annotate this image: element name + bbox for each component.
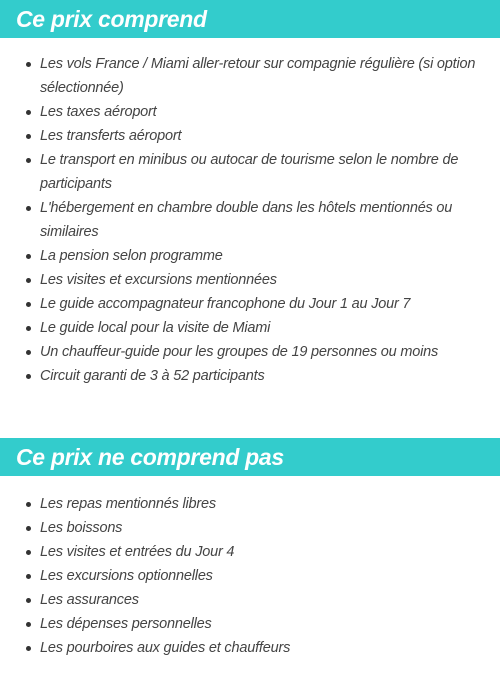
bullet-icon [26, 206, 31, 211]
list-item: Les visites et excursions mentionnées [0, 268, 500, 292]
bullet-icon [26, 326, 31, 331]
bullet-icon [26, 574, 31, 579]
list-item: Les dépenses personnelles [0, 612, 500, 636]
excluded-section-title: Ce prix ne comprend pas [16, 444, 284, 470]
list-item: Le transport en minibus ou autocar de tourisme selon le nombre de participants [0, 148, 500, 196]
bullet-icon [26, 62, 31, 67]
list-item: L'hébergement en chambre double dans les hôtels mentionnés ou similaires [0, 196, 500, 244]
list-item: Les taxes aéroport [0, 100, 500, 124]
list-item: Les visites et entrées du Jour 4 [0, 540, 500, 564]
list-item: Un chauffeur-guide pour les groupes de 19 personnes ou moins [0, 340, 500, 364]
list-item: Le guide local pour la visite de Miami [0, 316, 500, 340]
bullet-icon [26, 374, 31, 379]
list-item: Les transferts aéroport [0, 124, 500, 148]
bullet-icon [26, 110, 31, 115]
bullet-icon [26, 350, 31, 355]
bullet-icon [26, 598, 31, 603]
bullet-icon [26, 134, 31, 139]
list-item: Les excursions optionnelles [0, 564, 500, 588]
included-list [0, 52, 500, 388]
list-item: Les repas mentionnés libres [0, 492, 500, 516]
included-section-title: Ce prix comprend [16, 6, 207, 32]
list-item: La pension selon programme [0, 244, 500, 268]
list-item: Le guide accompagnateur francophone du Jour 1 au Jour 7 [0, 292, 500, 316]
bullet-icon [26, 502, 31, 507]
list-item: Les assurances [0, 588, 500, 612]
list-item: Les vols France / Miami aller-retour sur compagnie régulière (si option sélectionnée) [0, 52, 500, 100]
excluded-list [0, 492, 500, 660]
included-section-header [0, 0, 500, 38]
excluded-section-header [0, 438, 500, 476]
bullet-icon [26, 302, 31, 307]
list-item: Circuit garanti de 3 à 52 participants [0, 364, 500, 388]
bullet-icon [26, 526, 31, 531]
bullet-icon [26, 158, 31, 163]
bullet-icon [26, 622, 31, 627]
list-item: Les boissons [0, 516, 500, 540]
bullet-icon [26, 278, 31, 283]
bullet-icon [26, 550, 31, 555]
bullet-icon [26, 646, 31, 651]
list-item: Les pourboires aux guides et chauffeurs [0, 636, 500, 660]
bullet-icon [26, 254, 31, 259]
